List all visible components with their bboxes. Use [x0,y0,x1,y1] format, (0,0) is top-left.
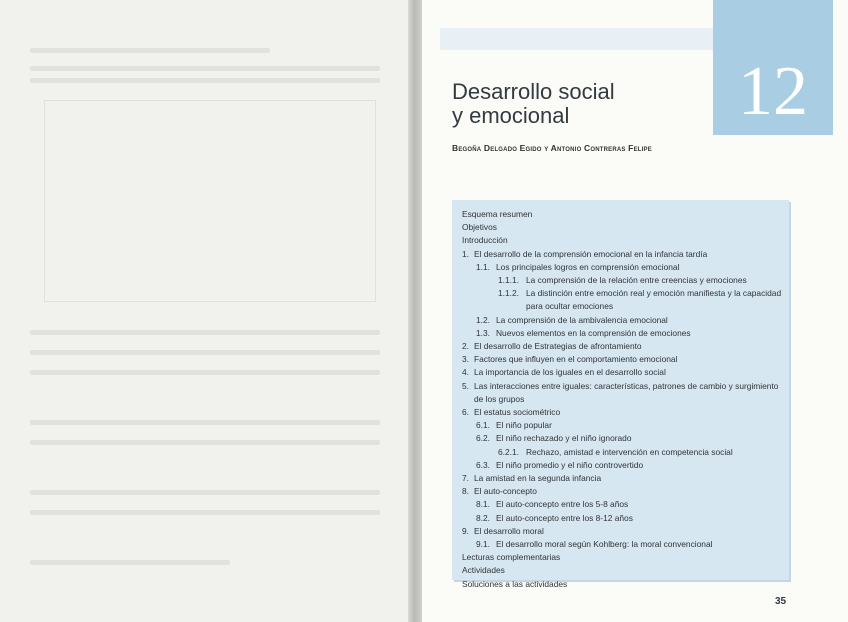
toc-item-number: 5. [462,380,469,391]
toc-item-label: El desarrollo moral según Kohlberg: la moral convencional [496,539,713,550]
bleed-through-line [30,78,380,83]
toc-item [462,525,784,538]
toc-item-number: 9. [462,525,469,536]
toc-item-label: La distinción entre emoción real y emoción manifiesta y la capacidad para ocultar emociones [526,288,782,312]
toc-item [462,538,784,551]
toc-item [462,314,784,327]
toc-item-label: El niño rechazado y el niño ignorado [496,433,632,444]
toc-item-label: Lecturas complementarias [462,552,561,563]
toc-item [462,248,784,261]
toc-item-label: El auto-concepto entre los 5-8 años [496,499,629,510]
chapter-number: 12 [738,53,808,130]
toc-item-number: 1.1.1. [498,275,519,286]
bleed-through-line [30,560,230,565]
toc-item-label: El auto-concepto [474,486,537,497]
toc-item-label: Esquema resumen [462,209,533,219]
toc-item-label: El estatus sociométrico [474,407,561,418]
bleed-through-table [44,100,376,302]
toc-item-number: 1.1.2. [498,288,519,299]
toc-item [462,261,784,274]
toc-item-number: 8.1. [476,499,490,510]
toc-item [462,287,784,313]
toc-item-label: Rechazo, amistad e intervención en competencia social [526,446,733,457]
toc-item-label: Los principales logros en comprensión emocional [496,261,680,272]
toc-item-label: El niño popular [496,420,552,431]
chapter-title [452,80,712,128]
toc-item [462,274,784,287]
toc-item [462,485,784,498]
bleed-through-line [30,510,380,515]
table-of-contents [462,208,784,591]
toc-item-label: Las interacciones entre iguales: características, patrones de cambio y surgimiento de los grupos [474,380,779,404]
toc-item-number: 4. [462,367,469,378]
toc-item [462,472,784,485]
toc-item-number: 1.3. [476,327,490,338]
toc-item-number: 8. [462,486,469,497]
toc-item [462,432,784,445]
toc-item-label: Objetivos [462,222,497,233]
toc-item-label: Nuevos elementos en la comprensión de emociones [496,327,691,338]
toc-item [462,512,784,525]
toc-item-label: Soluciones a las actividades [462,578,568,589]
toc-item [462,406,784,419]
toc-item-label: La comprensión de la ambivalencia emocional [496,314,668,325]
chapter-title-line2: y emocional [452,103,570,128]
toc-item-number: 1.2. [476,314,490,325]
bleed-through-line [30,350,380,355]
toc-item [462,327,784,340]
toc-item [462,578,784,591]
toc-item [462,340,784,353]
toc-item-label: El desarrollo moral [474,525,544,536]
bleed-through-line [30,330,380,335]
toc-item-number: 8.2. [476,512,490,523]
bleed-through-line [30,490,380,495]
toc-item [462,353,784,366]
toc-item [462,446,784,459]
toc-item-number: 7. [462,473,469,484]
toc-item [462,459,784,472]
toc-item-label: El auto-concepto entre los 8-12 años [496,512,633,523]
page-number: 35 [775,596,787,607]
toc-item [462,208,784,221]
toc-item-label: La amistad en la segunda infancia [474,473,602,484]
chapter-title-line1: Desarrollo social [452,79,615,104]
toc-item [462,234,784,247]
toc-item-label: El desarrollo de Estrategias de afrontamiento [474,341,642,352]
toc-item-label: La importancia de los iguales en el desarrollo social [474,367,666,378]
toc-item-label: El niño promedio y el niño controvertido [496,459,644,470]
toc-item-number: 2. [462,341,469,352]
toc-item [462,221,784,234]
chapter-authors: Begoña Delgado Egido y Antonio Contreras Felipe [452,143,652,153]
toc-item [462,366,784,379]
toc-item-label: El desarrollo de la comprensión emocional en la infancia tardía [474,248,708,259]
toc-item [462,551,784,564]
toc-item-number: 6. [462,407,469,418]
toc-item [462,419,784,432]
toc-item [462,564,784,577]
toc-item-label: La comprensión de la relación entre creencias y emociones [526,275,747,286]
toc-item-number: 1.1. [476,261,490,272]
toc-item-label: Actividades [462,565,505,576]
toc-item [462,380,784,406]
bleed-through-line [30,66,380,71]
bleed-through-line [30,48,270,53]
toc-item-number: 3. [462,354,469,365]
toc-item-number: 6.3. [476,459,490,470]
toc-item-number: 1. [462,248,469,259]
toc-item-label: Factores que influyen en el comportamiento emocional [474,354,678,365]
toc-item-number: 6.2.1. [498,446,519,457]
bleed-through-line [30,440,380,445]
toc-item-number: 6.2. [476,433,490,444]
toc-item-label: Introducción [462,235,508,246]
bleed-through-line [30,420,380,425]
toc-item-number: 9.1. [476,539,490,550]
toc-item-number: 6.1. [476,420,490,431]
book-gutter [408,0,422,622]
bleed-through-line [30,370,380,375]
toc-item [462,498,784,511]
header-band [440,28,713,50]
left-page [0,0,412,622]
